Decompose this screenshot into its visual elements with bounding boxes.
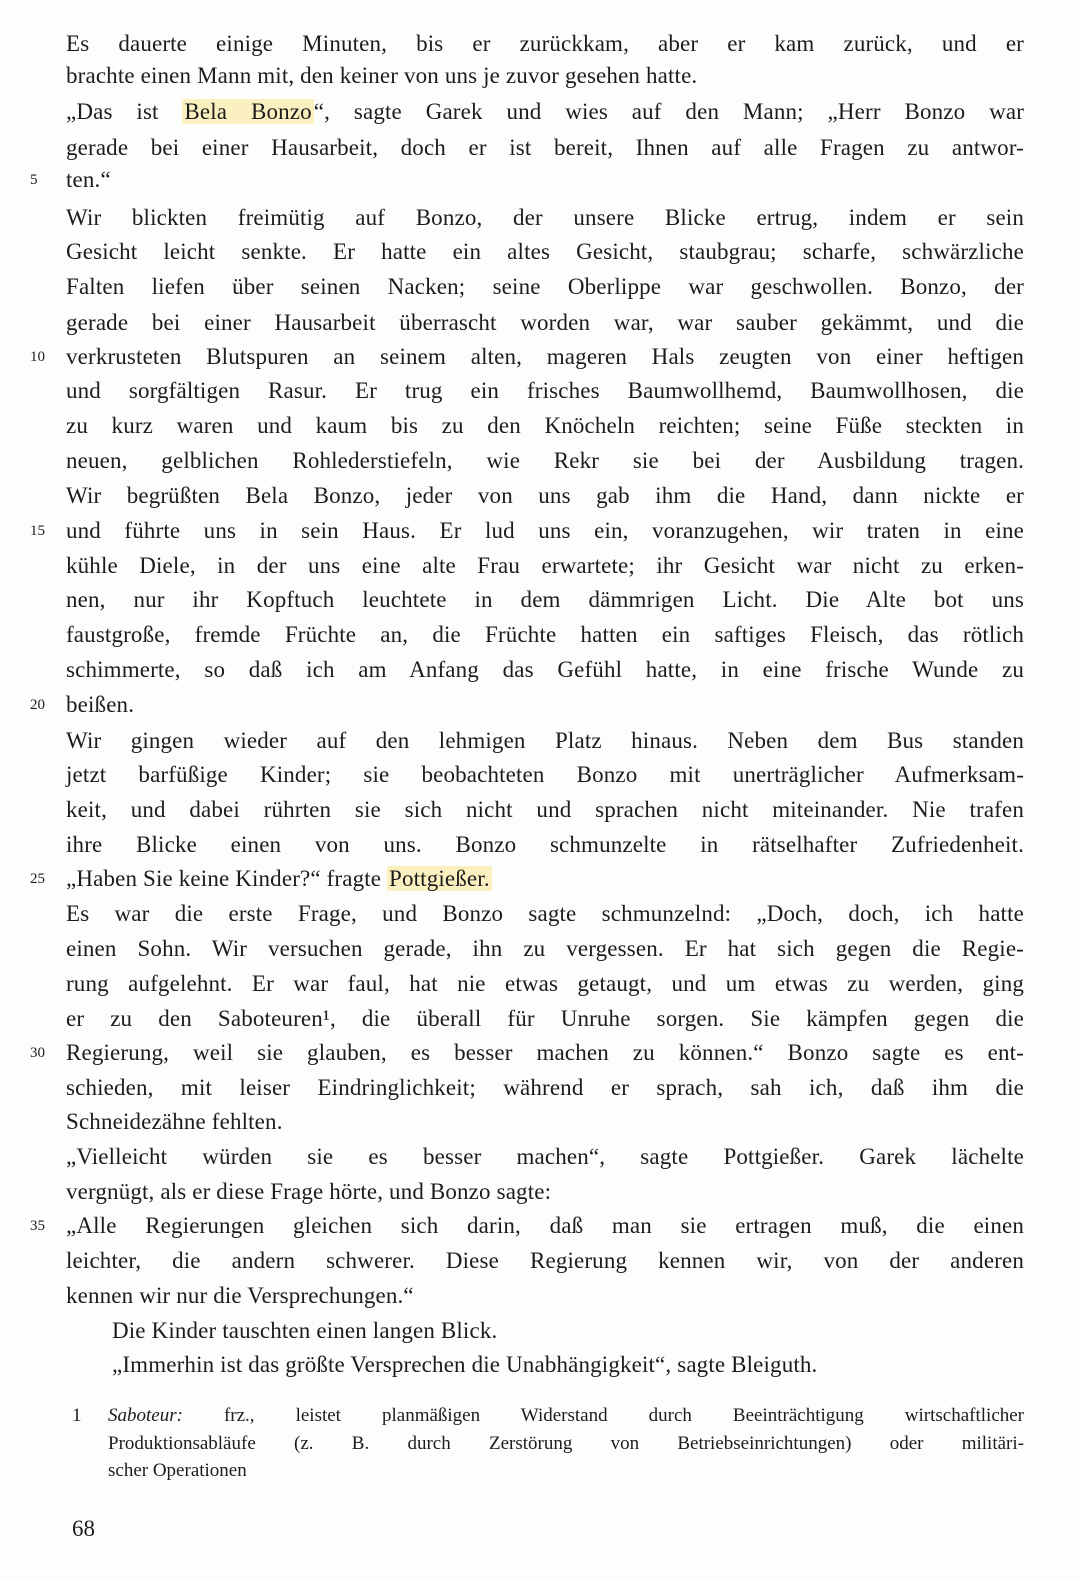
line-number: 15 [30, 523, 45, 539]
line-number: 30 [30, 1045, 45, 1061]
footnote-number: 1 [72, 1405, 82, 1426]
text-line: ihre Blicke einen von uns. Bonzo schmunzelte in rätselhafter Zufriedenheit. [66, 832, 1024, 857]
page-number: 68 [72, 1516, 95, 1541]
text-line: schieden, mit leiser Eindringlichkeit; während er sprach, sah ich, daß ihm die [66, 1075, 1024, 1100]
text-line: jetzt barfüßige Kinder; sie beobachteten Bonzo mit unerträglicher Aufmerksam- [66, 762, 1024, 787]
highlighted-name: Bela Bonzo [184, 99, 312, 124]
text-fragment: “, sagte Garek und wies auf den Mann; „Herr Bonzo war [313, 99, 1024, 124]
text-line: Wir gingen wieder auf den lehmigen Platz hinaus. Neben dem Bus standen [66, 728, 1024, 753]
text-line: nen, nur ihr Kopftuch leuchtete in dem dämmrigen Licht. Die Alte bot uns [66, 587, 1024, 612]
text-line: Regierung, weil sie glauben, es besser machen zu können.“ Bonzo sagte es ent- [66, 1040, 1024, 1065]
text-line: faustgroße, fremde Früchte an, die Früchte hatten ein saftiges Fleisch, das rötlich [66, 622, 1024, 647]
footnote-term: Saboteur: [108, 1405, 183, 1426]
text-line: Gesicht leicht senkte. Er hatte ein altes Gesicht, staubgrau; scharfe, schwärzliche [66, 239, 1024, 264]
line-number: 25 [30, 871, 45, 887]
text-line: „Vielleicht würden sie es besser machen“, sagte Pottgießer. Garek lächelte [66, 1144, 1024, 1169]
text-line: Die Kinder tauschten einen langen Blick. [112, 1318, 498, 1343]
text-line: schimmerte, so daß ich am Anfang das Gefühl hatte, in eine frische Wunde zu [66, 657, 1024, 682]
text-line: er zu den Saboteuren¹, die überall für Unruhe sorgen. Sie kämpfen gegen die [66, 1006, 1024, 1031]
text-line-with-highlight [66, 95, 1024, 129]
text-line: neuen, gelblichen Rohlederstiefeln, wie Rekr sie bei der Ausbildung tragen. [66, 448, 1024, 473]
text-line: „Alle Regierungen gleichen sich darin, daß man sie ertragen muß, die einen [66, 1213, 1024, 1238]
text-fragment: „Das ist [66, 99, 183, 124]
text-line: einen Sohn. Wir versuchen gerade, ihn zu vergessen. Er hat sich gegen die Regie- [66, 936, 1024, 961]
text-line: Wir begrüßten Bela Bonzo, jeder von uns gab ihm die Hand, dann nickte er [66, 483, 1024, 508]
footnote-line: scher Operationen [108, 1460, 247, 1481]
text-line: kennen wir nur die Versprechungen.“ [66, 1283, 414, 1308]
text-line: beißen. [66, 692, 135, 717]
text-line: keit, und dabei rührten sie sich nicht und sprachen nicht miteinander. Nie trafen [66, 797, 1024, 822]
text-line: und sorgfältigen Rasur. Er trug ein frisches Baumwollhemd, Baumwollhosen, die [66, 378, 1024, 403]
text-line-with-highlight [66, 862, 1024, 896]
text-line: Es dauerte einige Minuten, bis er zurückkam, aber er kam zurück, und er [66, 31, 1024, 56]
text-line: brachte einen Mann mit, den keiner von uns je zuvor gesehen hatte. [66, 63, 698, 88]
text-line: kühle Diele, in der uns eine alte Frau erwartete; ihr Gesicht war nicht zu erken- [66, 553, 1024, 578]
text-line: Schneidezähne fehlten. [66, 1109, 283, 1134]
text-line: vergnügt, als er diese Frage hörte, und Bonzo sagte: [66, 1179, 552, 1204]
text-line: gerade bei einer Hausarbeit überrascht worden war, war sauber gekämmt, und die [66, 310, 1024, 335]
line-number: 5 [30, 172, 38, 188]
text-line: gerade bei einer Hausarbeit, doch er ist bereit, Ihnen auf alle Fragen zu antwor- [66, 135, 1024, 160]
text-line: zu kurz waren und kaum bis zu den Knöcheln reichten; seine Füße steckten in [66, 413, 1024, 438]
text-fragment: „Haben Sie keine Kinder?“ fragte [66, 866, 388, 891]
text-line: Es war die erste Frage, und Bonzo sagte schmunzelnd: „Doch, doch, ich hatte [66, 901, 1024, 926]
text-line: Falten liefen über seinen Nacken; seine Oberlippe war geschwollen. Bonzo, der [66, 274, 1024, 299]
footnote-line [108, 1402, 1024, 1429]
highlighted-name: Pottgießer. [389, 866, 490, 891]
line-number: 20 [30, 697, 45, 713]
text-line: und führte uns in sein Haus. Er lud uns ein, voranzugehen, wir traten in eine [66, 518, 1024, 543]
text-line: rung aufgelehnt. Er war faul, hat nie etwas getaugt, und um etwas zu werden, ging [66, 971, 1024, 996]
text-line: „Immerhin ist das größte Versprechen die Unabhängigkeit“, sagte Bleiguth. [112, 1352, 818, 1377]
text-line: leichter, die andern schwerer. Diese Regierung kennen wir, von der anderen [66, 1248, 1024, 1273]
footnote-text: frz., leistet planmäßigen Widerstand durch Beeinträchtigung wirtschaftlicher [223, 1405, 1025, 1426]
text-line: verkrusteten Blutspuren an seinem alten, mageren Hals zeugten von einer heftigen [66, 344, 1024, 369]
text-line: ten.“ [66, 167, 111, 192]
line-number: 35 [30, 1218, 45, 1234]
footnote-line: Produktionsabläufe (z. B. durch Zerstörung von Betriebseinrichtungen) oder militäri- [108, 1433, 1024, 1454]
text-line: Wir blickten freimütig auf Bonzo, der unsere Blicke ertrug, indem er sein [66, 205, 1024, 230]
line-number: 10 [30, 349, 45, 365]
